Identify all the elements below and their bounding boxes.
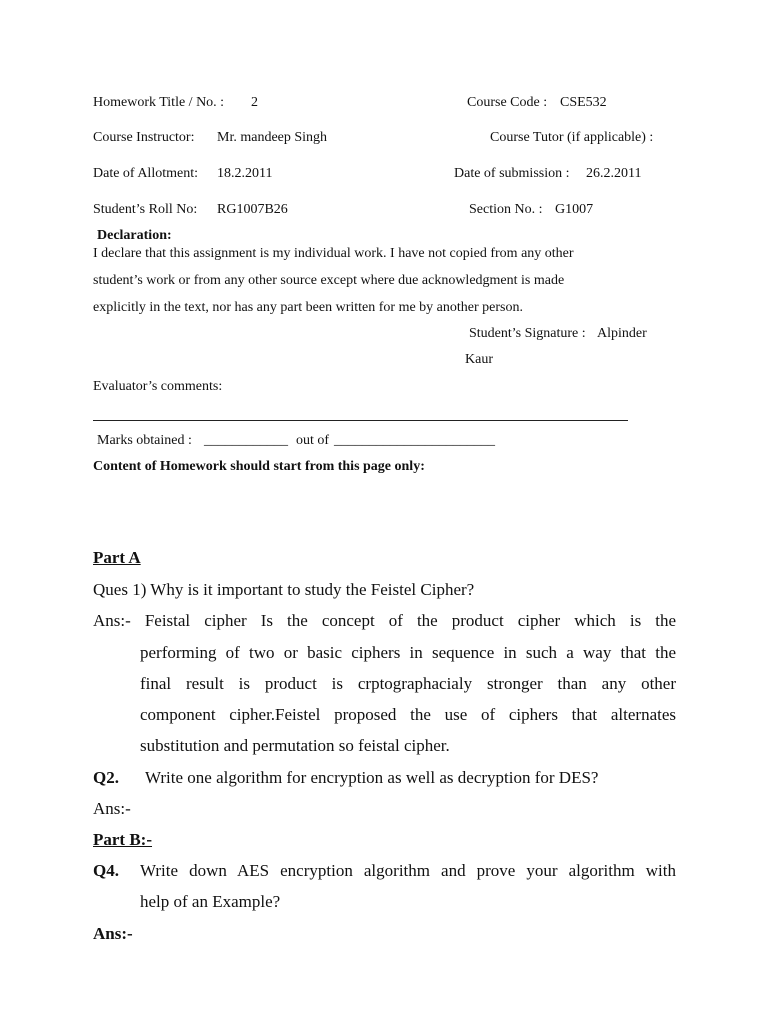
section-label: Section No. :: [469, 202, 543, 217]
part-b-title: Part B:-: [93, 830, 153, 849]
declaration-line-3: explicitly in the text, nor has any part been written for me by another person.: [93, 300, 523, 315]
answer-1-line-5: substitution and permutation so feistal cipher.: [140, 736, 450, 755]
part-a-title: Part A: [93, 548, 141, 567]
answer-2-label: Ans:-: [93, 799, 131, 818]
question-2-number: Q2.: [93, 768, 119, 787]
course-code-label: Course Code :: [467, 95, 548, 110]
tutor-label: Course Tutor (if applicable) :: [490, 130, 654, 145]
submission-value: 26.2.2011: [586, 166, 642, 181]
roll-label: Student’s Roll No:: [93, 202, 198, 217]
signature-value-second: Kaur: [465, 352, 493, 367]
answer-1-line-3: final result is product is crptographacialy stronger than any other: [140, 674, 676, 693]
declaration-heading: Declaration:: [97, 228, 172, 243]
question-4-line-2: help of an Example?: [140, 892, 281, 911]
submission-label: Date of submission :: [454, 166, 570, 181]
allotment-label: Date of Allotment:: [93, 166, 198, 181]
marks-obtained-label: Marks obtained :: [97, 433, 192, 448]
evaluator-comments-label: Evaluator’s comments:: [93, 379, 223, 394]
marks-blank: ____________: [204, 433, 288, 448]
course-code-value: CSE532: [560, 95, 607, 110]
answer-4-label: Ans:-: [93, 924, 133, 943]
question-4-line-1: Write down AES encryption algorithm and prove your algorithm with: [140, 861, 676, 880]
allotment-value: 18.2.2011: [217, 166, 273, 181]
instructor-label: Course Instructor:: [93, 130, 195, 145]
declaration-line-2: student’s work or from any other source except where due acknowledgment is made: [93, 273, 565, 288]
question-4-number: Q4.: [93, 861, 119, 880]
instructor-value: Mr. mandeep Singh: [217, 130, 328, 145]
declaration-line-1: I declare that this assignment is my individual work. I have not copied from any other: [93, 246, 574, 261]
homework-title-label: Homework Title / No. :: [93, 95, 225, 110]
question-1: Ques 1) Why is it important to study the Feistel Cipher?: [93, 580, 475, 599]
signature-value-first: Alpinder: [597, 326, 647, 341]
signature-label: Student’s Signature :: [469, 326, 586, 341]
answer-1-line-1: Ans:- Feistal cipher Is the concept of the product cipher which is the: [93, 611, 676, 630]
out-of-blank: _______________________: [334, 433, 495, 448]
answer-1-line-4: component cipher.Feistel proposed the use of ciphers that alternates: [140, 705, 676, 724]
comments-rule: [93, 420, 628, 421]
section-value: G1007: [555, 202, 594, 217]
out-of-label: out of: [296, 433, 330, 448]
homework-title-value: 2: [251, 95, 258, 110]
roll-value: RG1007B26: [217, 202, 288, 217]
content-notice: Content of Homework should start from this page only:: [93, 459, 425, 474]
answer-1-line-2: performing of two or basic ciphers in sequence in such a way that the: [140, 643, 676, 662]
question-2-text: Write one algorithm for encryption as well as decryption for DES?: [145, 768, 599, 787]
